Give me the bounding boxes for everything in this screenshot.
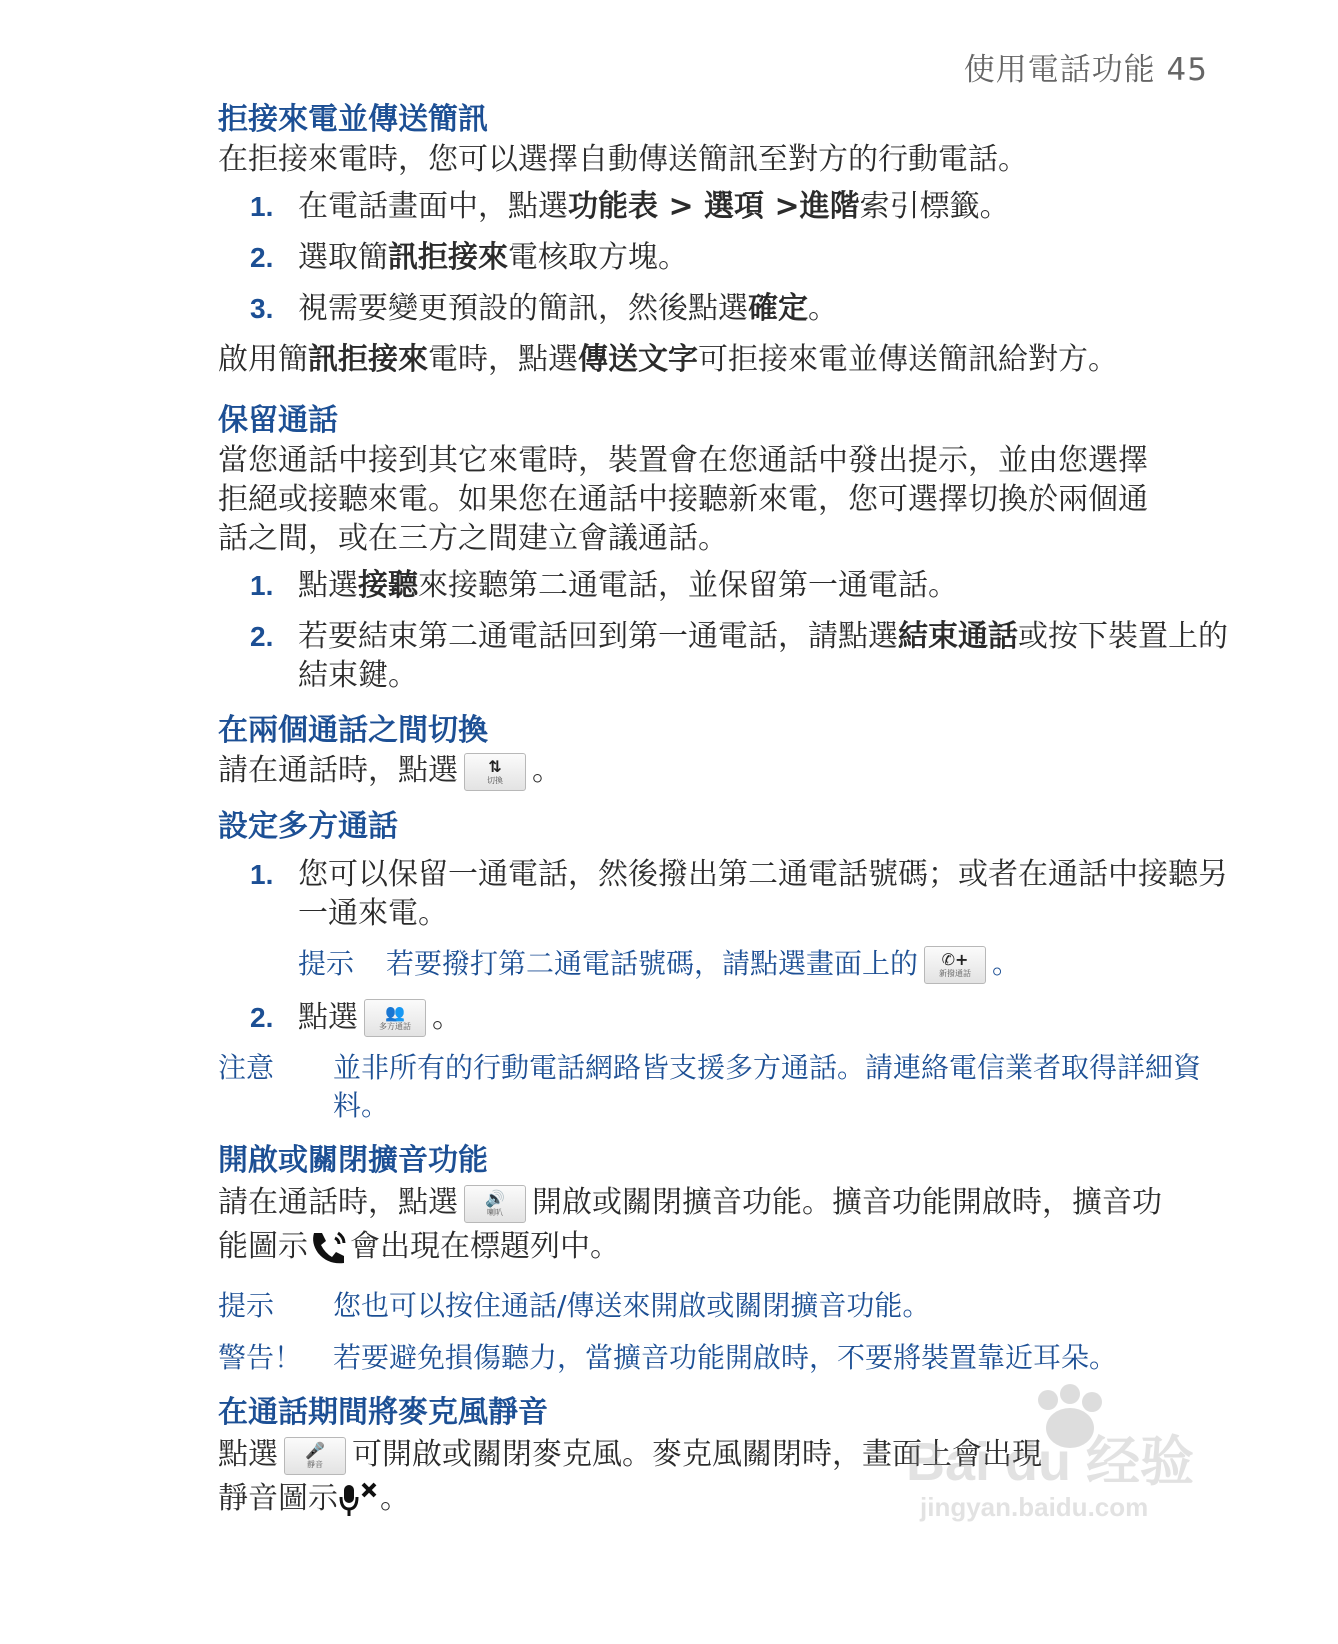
tip-text: 您也可以按住通話/傳送來開啟或關閉擴音功能。	[333, 1289, 931, 1322]
text: 電時，點選	[428, 342, 578, 377]
list-item	[218, 566, 1238, 605]
tip-label: 提示	[298, 947, 355, 980]
chapter-title: 使用電話功能	[963, 52, 1156, 88]
watermark-url: jingyan.baidu.com	[920, 1492, 1149, 1522]
text: 請在通話時，點選	[218, 753, 458, 788]
tip-box	[218, 1287, 1238, 1325]
list-item	[218, 289, 1238, 328]
ui-term: 確定	[748, 291, 808, 326]
mute-status-icon	[338, 1481, 380, 1519]
text: 。	[532, 753, 562, 788]
list-item	[218, 998, 1238, 1038]
tip-box	[298, 945, 1238, 984]
swap-icon: ⇅	[488, 756, 502, 776]
paragraph	[218, 340, 1238, 379]
ui-term: 結束通話	[898, 619, 1018, 654]
step-number: 1.	[250, 858, 274, 890]
list-item	[218, 855, 1238, 933]
conference-button-illustration	[364, 999, 426, 1037]
text-line: 拒絕或接聽來電。如果您在通話中接聽新來電，您可選擇切換於兩個通	[218, 482, 1148, 517]
step-list	[218, 187, 1238, 328]
section-hold-call	[218, 401, 1238, 695]
text-line: 當您通話中接到其它來電時，裝置會在您通話中發出提示，並由您選擇	[218, 443, 1148, 478]
step-text: 。	[432, 999, 462, 1035]
page-header	[964, 44, 1208, 89]
step-text: 或按下裝置上的結束鍵。	[298, 619, 1228, 693]
section-title: 開啟或關閉擴音功能	[218, 1143, 488, 1178]
ui-term: 傳送文字	[578, 342, 698, 377]
section-title: 拒接來電並傳送簡訊	[218, 102, 488, 137]
ui-term: 訊拒接來	[388, 240, 508, 275]
step-list	[218, 566, 1238, 695]
baidu-jingyan-watermark	[898, 1380, 1198, 1530]
step-text: 在電話畫面中，點選	[298, 189, 568, 224]
mute-button-illustration	[284, 1437, 346, 1475]
section-reject-call	[218, 100, 1238, 379]
button-caption: 新撥通話	[939, 968, 972, 978]
list-item	[218, 617, 1238, 695]
step-list	[218, 855, 1238, 933]
step-text: 索引標籤。	[859, 189, 1010, 224]
button-caption: 多方通話	[379, 1022, 411, 1031]
text-line: 話之間，或在三方之間建立會議通話。	[218, 521, 728, 556]
button-caption: 喇叭	[487, 1207, 503, 1217]
paragraph: 在拒接來電時，您可以選擇自動傳送簡訊至對方的行動電話。	[218, 142, 1028, 177]
note-box	[218, 1049, 1238, 1125]
step-number: 2.	[250, 1001, 274, 1033]
section-speakerphone	[218, 1141, 1238, 1377]
tip-text: 若要撥打第二通電話號碼，請點選畫面上的	[386, 946, 919, 980]
new-call-button-illustration	[924, 946, 986, 984]
text: 靜音圖示	[218, 1481, 338, 1516]
paragraph	[218, 441, 1238, 558]
note-label: 注意	[218, 1051, 275, 1084]
list-item	[218, 238, 1238, 277]
page-content	[218, 100, 1238, 1537]
tip-label: 提示	[218, 1289, 275, 1322]
speaker-button-illustration	[464, 1185, 526, 1223]
warning-box	[218, 1339, 1238, 1377]
ui-term: 接聽	[358, 568, 418, 603]
step-number: 2.	[250, 621, 274, 652]
step-text: 點選	[298, 999, 358, 1035]
section-title: 保留通話	[218, 403, 338, 438]
section-title: 在通話期間將麥克風靜音	[218, 1395, 548, 1430]
ui-term: 功能表 > 選項 >進階	[568, 189, 860, 224]
section-title: 設定多方通話	[218, 808, 398, 844]
step-number: 1.	[250, 570, 274, 601]
microphone-icon: 🎤	[305, 1440, 325, 1460]
text: 點選	[218, 1437, 278, 1472]
step-text: 來接聽第二通電話，並保留第一通電話。	[418, 568, 958, 603]
text: 會出現在標題列中。	[350, 1229, 620, 1264]
ui-term: 訊拒接來	[308, 342, 428, 377]
text: 啟用簡	[218, 342, 308, 377]
step-text: 您可以保留一通電話，然後撥出第二通電話號碼；或者在通話中接聽另一通來電。	[298, 856, 1228, 931]
people-icon: 👥	[385, 1003, 405, 1022]
step-text: 視需要變更預設的簡訊，然後點選	[298, 291, 748, 326]
section-title: 在兩個通話之間切換	[218, 713, 488, 748]
step-number: 2.	[250, 242, 274, 273]
section-switch-calls	[218, 711, 1238, 791]
warning-label: 警告！	[218, 1341, 303, 1374]
text: 開啟或關閉擴音功能。擴音功能開啟時，擴音功	[532, 1185, 1162, 1220]
step-number: 3.	[250, 293, 274, 324]
step-list	[218, 998, 1238, 1038]
step-text: 點選	[298, 568, 358, 603]
text: 能圖示	[218, 1229, 308, 1264]
note-text: 並非所有的行動電話網路皆支援多方通話。請連絡電信業者取得詳細資料。	[333, 1051, 1202, 1122]
paragraph	[218, 751, 1238, 791]
tip-text: 。	[992, 946, 1021, 980]
button-caption: 切換	[487, 775, 503, 785]
add-call-icon: ✆+	[941, 949, 969, 969]
paragraph	[218, 1181, 1238, 1269]
swap-button-illustration	[464, 753, 526, 791]
section-conference-call	[218, 807, 1238, 1126]
step-text: 選取簡	[298, 240, 388, 275]
warning-text: 若要避免損傷聽力，當擴音功能開啟時，不要將裝置靠近耳朵。	[333, 1341, 1118, 1374]
step-text: 。	[808, 291, 838, 326]
button-caption: 靜音	[307, 1459, 323, 1469]
text: 請在通話時，點選	[218, 1185, 458, 1220]
step-text: 電核取方塊。	[508, 240, 688, 275]
list-item	[218, 187, 1238, 226]
text: 。	[380, 1481, 410, 1516]
watermark-brand: Bai du 经验	[906, 1432, 1195, 1492]
speaker-icon: 🔊	[485, 1188, 505, 1208]
text: 可拒接來電並傳送簡訊給對方。	[698, 342, 1118, 377]
page-number: 45	[1166, 52, 1208, 88]
step-number: 1.	[250, 191, 274, 222]
step-text: 若要結束第二通電話回到第一通電話，請點選	[298, 619, 898, 654]
speakerphone-status-icon	[308, 1229, 350, 1267]
text: 可開啟或關閉麥克風。麥克風關閉時，畫面上會出現	[352, 1437, 1042, 1472]
